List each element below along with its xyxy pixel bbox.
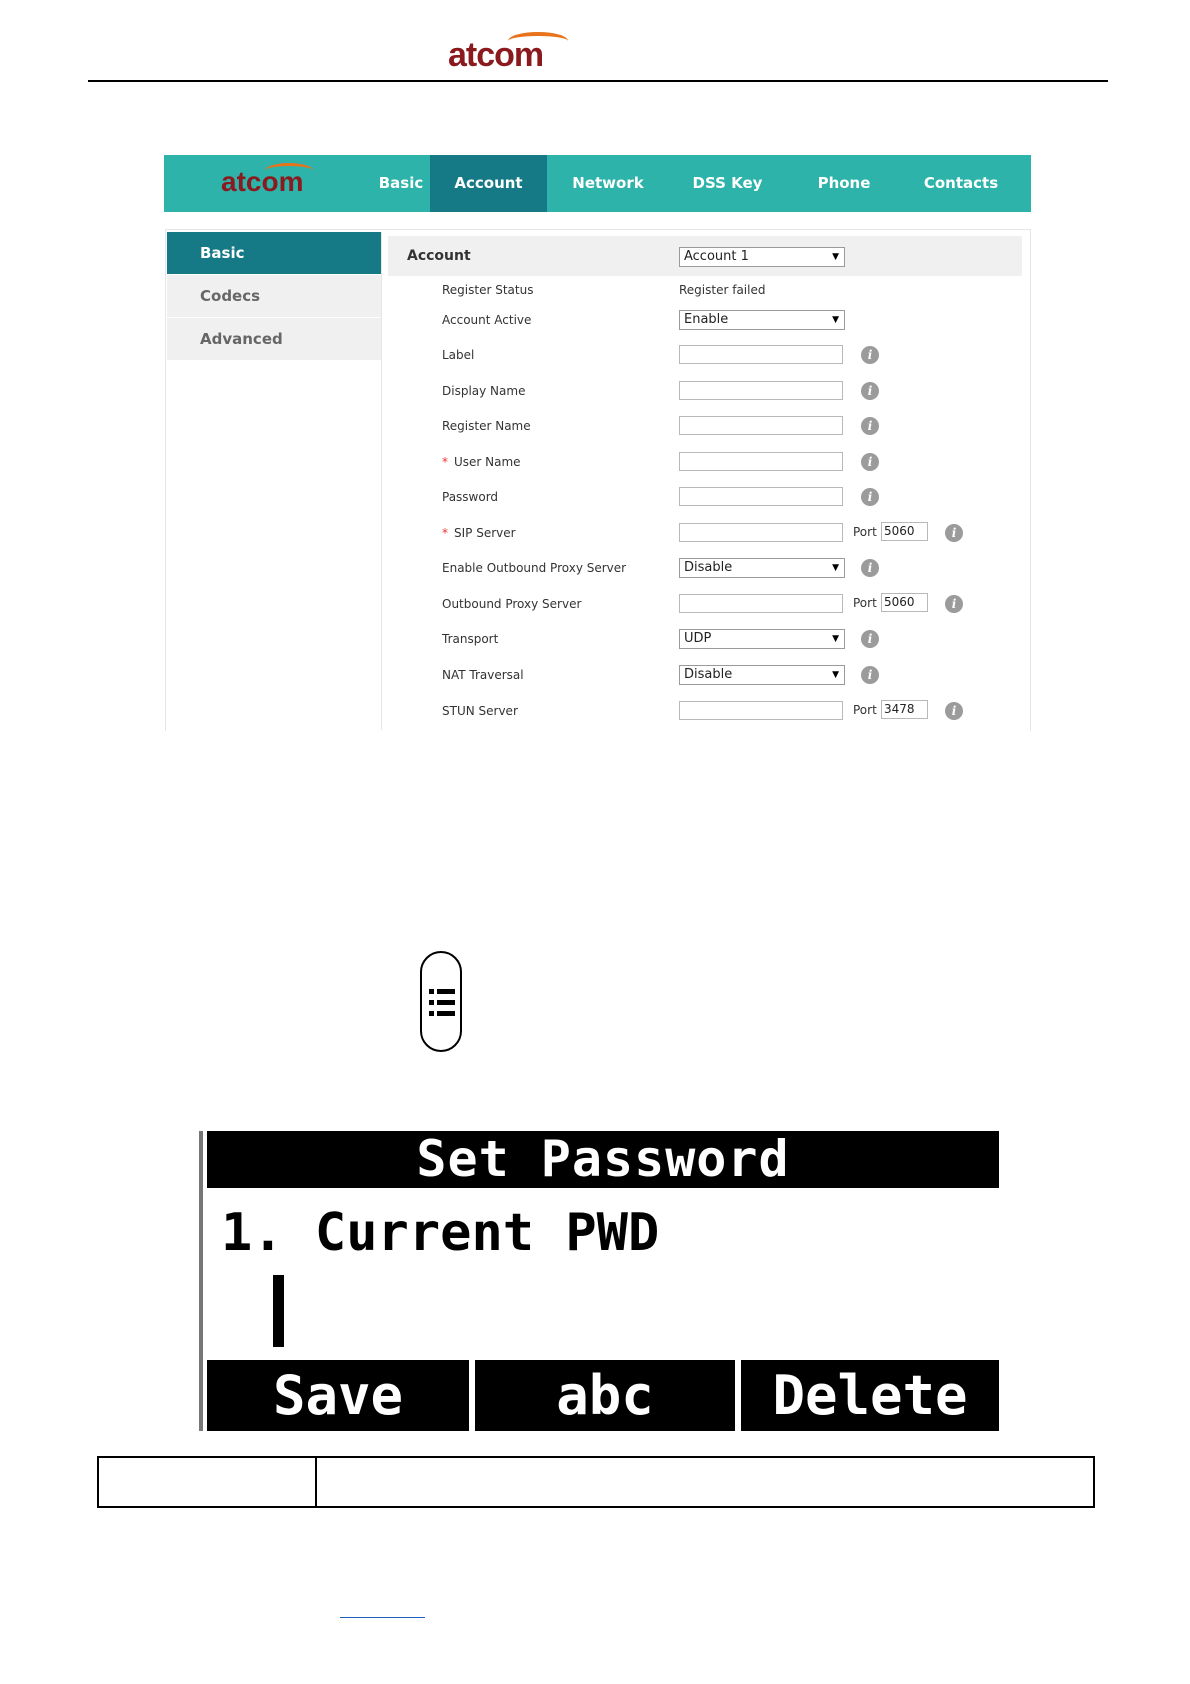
nat-traversal-info-icon[interactable]: i [861, 666, 879, 684]
sip-server-input[interactable] [679, 523, 843, 542]
nat-traversal-select[interactable]: Disable ▼ [679, 665, 845, 685]
display-name-info-icon[interactable]: i [861, 382, 879, 400]
tab-contacts[interactable]: Contacts [923, 174, 999, 192]
enable-outbound-proxy-select[interactable]: Disable ▼ [679, 558, 845, 578]
label-info-icon[interactable]: i [861, 346, 879, 364]
softkey-save[interactable]: Save [207, 1360, 469, 1431]
display-name-input[interactable] [679, 381, 843, 400]
header-divider [88, 80, 1108, 82]
lcd-current-pwd-line: 1. Current PWD [221, 1203, 660, 1263]
nat-traversal-label: NAT Traversal [442, 668, 524, 682]
sidebar-item-advanced[interactable]: Advanced [167, 318, 382, 360]
tab-network[interactable]: Network [572, 174, 644, 192]
enable-outbound-proxy-info-icon[interactable]: i [861, 559, 879, 577]
transport-label: Transport [442, 632, 499, 646]
label-label: Label [442, 348, 475, 362]
outbound-proxy-server-input[interactable] [679, 594, 843, 613]
sip-server-label: * SIP Server [442, 526, 516, 540]
register-status-label: Register Status [442, 283, 534, 297]
tab-dss-key[interactable]: DSS Key [692, 174, 763, 192]
required-mark: * [442, 526, 448, 540]
sip-server-port-label: Port [853, 525, 877, 539]
register-name-info-icon[interactable]: i [861, 417, 879, 435]
account-header-label: Account [407, 248, 471, 264]
info-table [97, 1456, 1095, 1508]
nav-logo[interactable]: atcom [221, 166, 303, 198]
outbound-proxy-server-label: Outbound Proxy Server [442, 597, 582, 611]
register-name-label: Register Name [442, 419, 531, 433]
softkey-abc[interactable]: abc [475, 1360, 735, 1431]
enable-outbound-proxy-label: Enable Outbound Proxy Server [442, 561, 627, 575]
account-active-select[interactable]: Enable ▼ [679, 310, 845, 330]
sip-server-port-input[interactable]: 5060 [881, 522, 928, 541]
link-underline[interactable] [340, 1617, 425, 1618]
outbound-proxy-port-input[interactable]: 5060 [881, 593, 928, 612]
lcd-text-cursor [273, 1275, 284, 1347]
doc-header-logo: atcom [448, 36, 543, 75]
tab-account[interactable]: Account [430, 155, 547, 212]
tab-basic[interactable]: Basic [378, 174, 424, 192]
stun-server-port-label: Port [853, 703, 877, 717]
lcd-title: Set Password [207, 1131, 999, 1188]
softkey-delete[interactable]: Delete [741, 1360, 999, 1431]
sidebar-item-basic[interactable]: Basic [167, 232, 382, 274]
stun-server-input[interactable] [679, 701, 843, 720]
account-active-label: Account Active [442, 313, 532, 327]
sidebar-item-codecs[interactable]: Codecs [167, 275, 382, 317]
transport-select[interactable]: UDP ▼ [679, 629, 845, 649]
tab-phone[interactable]: Phone [817, 174, 871, 192]
label-input[interactable] [679, 345, 843, 364]
password-label: Password [442, 490, 499, 504]
lcd-screen [199, 1131, 999, 1431]
stun-server-port-input[interactable]: 3478 [881, 700, 928, 719]
table-column-divider [315, 1458, 317, 1506]
sip-server-info-icon[interactable]: i [945, 524, 963, 542]
sidebar-divider [381, 232, 382, 730]
user-name-info-icon[interactable]: i [861, 453, 879, 471]
password-info-icon[interactable]: i [861, 488, 879, 506]
register-status-value: Register failed [679, 283, 766, 297]
outbound-proxy-port-label: Port [853, 596, 877, 610]
user-name-input[interactable] [679, 452, 843, 471]
user-name-label: * User Name [442, 455, 521, 469]
sidebar [167, 232, 382, 361]
required-mark: * [442, 455, 448, 469]
stun-server-label: STUN Server [442, 704, 518, 718]
menu-key[interactable] [420, 951, 462, 1052]
display-name-label: Display Name [442, 384, 526, 398]
top-navigation [164, 155, 1031, 212]
outbound-proxy-info-icon[interactable]: i [945, 595, 963, 613]
password-input[interactable] [679, 487, 843, 506]
transport-info-icon[interactable]: i [861, 630, 879, 648]
stun-server-info-icon[interactable]: i [945, 702, 963, 720]
web-ui-screenshot [164, 155, 1031, 730]
menu-list-icon [429, 989, 455, 1017]
account-select[interactable]: Account 1 ▼ [679, 247, 845, 267]
register-name-input[interactable] [679, 416, 843, 435]
